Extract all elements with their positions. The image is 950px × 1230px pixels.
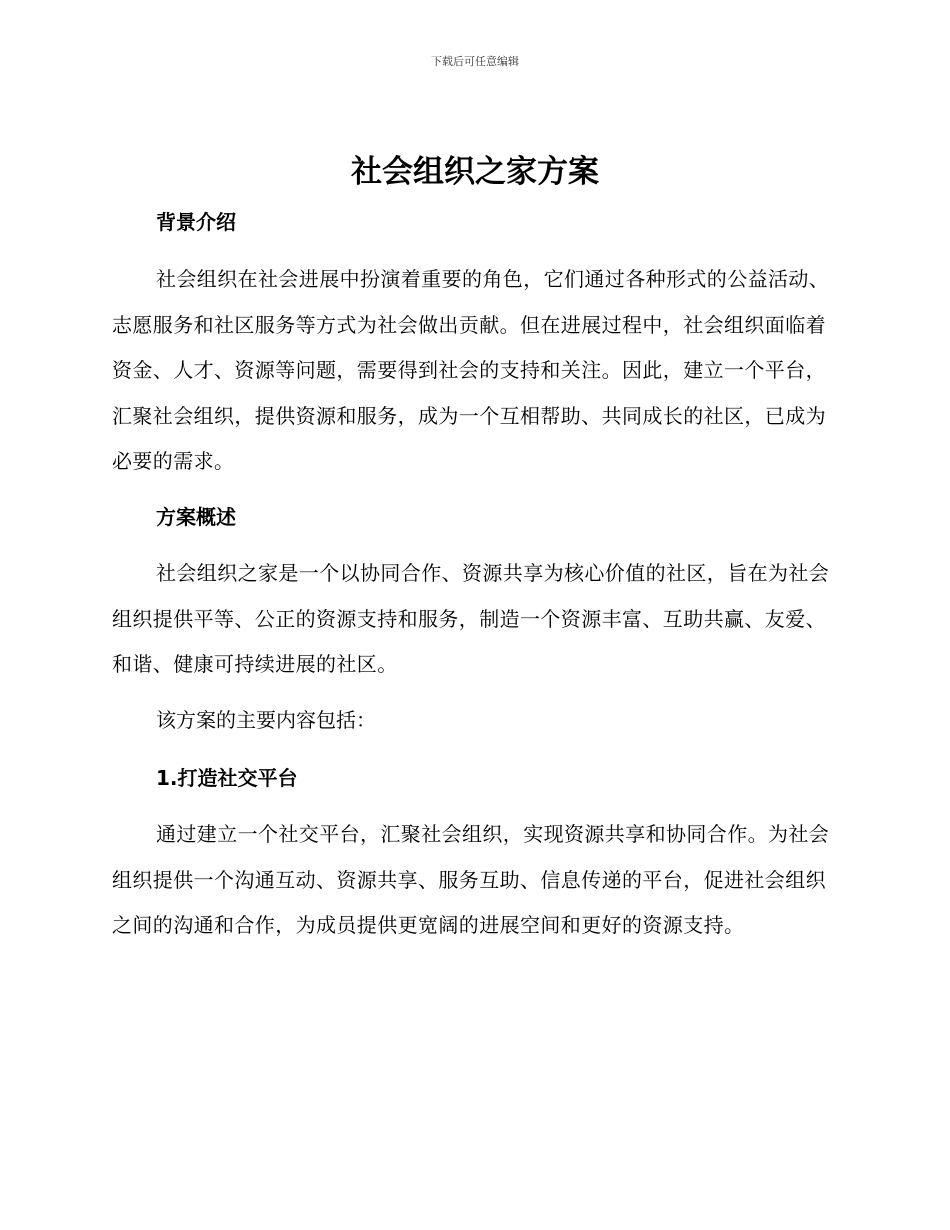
overview-heading: 方案概述: [156, 505, 236, 529]
document-title: 社会组织之家方案: [351, 154, 599, 190]
page-header-note: 下载后可任意编辑: [431, 55, 519, 68]
overview-intro: 该方案的主要内容包括：: [156, 708, 376, 732]
section1-paragraph: 通过建立一个社交平台，汇聚社会组织，实现资源共享和协同合作。为社会组织提供一个沟通互动、资源共享、服务互助、信息传递的平台，促进社会组织之间的沟通和合作，为成员提供更宽阔的进展空间和更好的资源支持。: [112, 822, 830, 937]
section1-heading: 1.打造社交平台: [156, 766, 298, 790]
background-heading: 背景介绍: [156, 210, 236, 234]
overview-paragraph: 社会组织之家是一个以协同合作、资源共享为核心价值的社区，旨在为社会组织提供平等、公正的资源支持和服务，制造一个资源丰富、互助共赢、友爱、和谐、健康可持续进展的社区。: [112, 561, 830, 676]
background-paragraph: 社会组织在社会进展中扮演着重要的角色，它们通过各种形式的公益活动、志愿服务和社区服务等方式为社会做出贡献。但在进展过程中，社会组织面临着资金、人才、资源等问题，需要得到社会的支持和关注。因此，建立一个平台，汇聚社会组织，提供资源和服务，成为一个互相帮助、共同成长的社区，已成为必要的需求。: [112, 267, 830, 473]
